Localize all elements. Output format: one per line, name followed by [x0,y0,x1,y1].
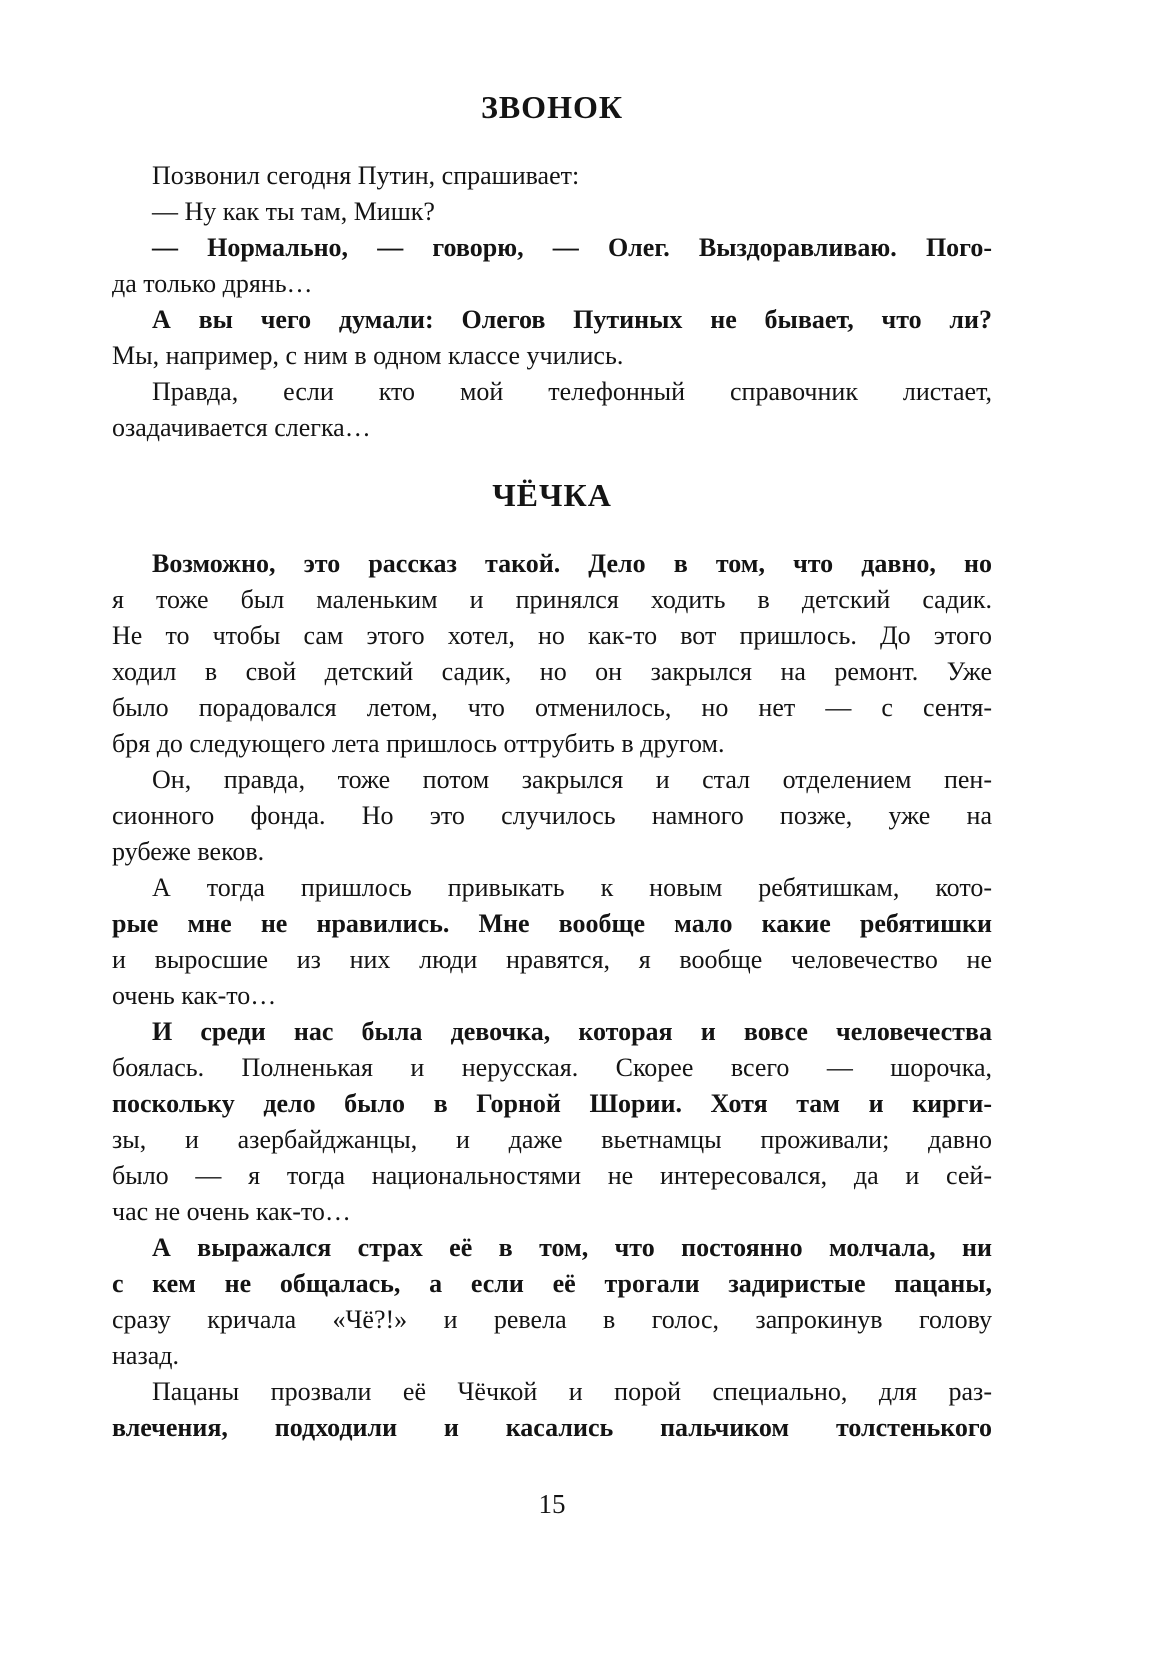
text-line: назад. [112,1341,179,1370]
story [112,88,992,446]
paragraph [112,302,992,374]
text-line: рубеже веков. [112,837,265,866]
text-line: поскольку дело было в Горной Шории. Хотя там и кирги- [112,1089,992,1118]
text-line: озадачивается слегка… [112,413,371,442]
paragraph [112,230,992,302]
text-line: А выражался страх её в том, что постоянно молчала, ни [152,1233,992,1262]
paragraph [112,1230,992,1374]
text-line: с кем не общалась, а если её трогали задиристые пацаны, [112,1269,992,1298]
text-line: сразу кричала «Чё?!» и ревела в голос, запрокинув голову [112,1305,992,1334]
page-content [112,88,992,1446]
text-line: — Нормально, — говорю, — Олег. Выздоравливаю. Пого- [152,233,992,262]
text-line: И среди нас была девочка, которая и вовсе человечества [152,1017,992,1046]
text-line: влечения, подходили и касались пальчиком толстенького [112,1413,992,1442]
paragraph [112,158,992,194]
text-line: час не очень как-то… [112,1197,351,1226]
text-line: Мы, например, с ним в одном классе учились. [112,341,624,370]
text-line: бря до следующего лета пришлось оттрубить в другом. [112,729,725,758]
text-line: Позвонил сегодня Путин, спрашивает: [152,161,580,190]
text-line: я тоже был маленьким и принялся ходить в детский садик. [112,585,992,614]
text-line: да только дрянь… [112,269,313,298]
story-title: ЗВОНОК [480,89,624,125]
text-line: Правда, если кто мой телефонный справочник листает, [152,377,992,406]
text-line: Он, правда, тоже потом закрылся и стал отделением пен- [152,765,992,794]
text-line: очень как-то… [112,981,277,1010]
paragraph [112,194,992,230]
paragraph [112,374,992,446]
paragraph [112,870,992,1014]
story-title: ЧЁЧКА [492,477,612,513]
text-line: боялась. Полненькая и нерусская. Скорее всего — шорочка, [112,1053,992,1082]
paragraph [112,1374,992,1446]
paragraph [112,762,992,870]
text-line: Не то чтобы сам этого хотел, но как-то вот пришлось. До этого [112,621,992,650]
text-line: и выросшие из них люди нравятся, я вообще человечество не [112,945,992,974]
text-line: рые мне не нравились. Мне вообще мало какие ребятишки [112,909,992,938]
text-line: сионного фонда. Но это случилось намного позже, уже на [112,801,992,830]
text-line: ходил в свой детский садик, но он закрылся на ремонт. Уже [112,657,992,686]
text-line: Пацаны прозвали её Чёчкой и порой специально, для раз- [152,1377,992,1406]
text-line: А вы чего думали: Олегов Путиных не бывает, что ли? [152,305,992,334]
paragraph [112,1014,992,1230]
page-number: 15 [538,1489,566,1519]
text-line: зы, и азербайджанцы, и даже вьетнамцы проживали; давно [112,1125,992,1154]
paragraph [112,546,992,762]
text-line: было порадовался летом, что отменилось, но нет — с сентя- [112,693,992,722]
text-line: — Ну как ты там, Мишк? [152,197,435,226]
text-line: А тогда пришлось привыкать к новым ребятишкам, кото- [152,873,992,902]
text-line: Возможно, это рассказ такой. Дело в том, что давно, но [152,549,992,578]
story [112,476,992,1446]
text-line: было — я тогда национальностями не интересовался, да и сей- [112,1161,992,1190]
